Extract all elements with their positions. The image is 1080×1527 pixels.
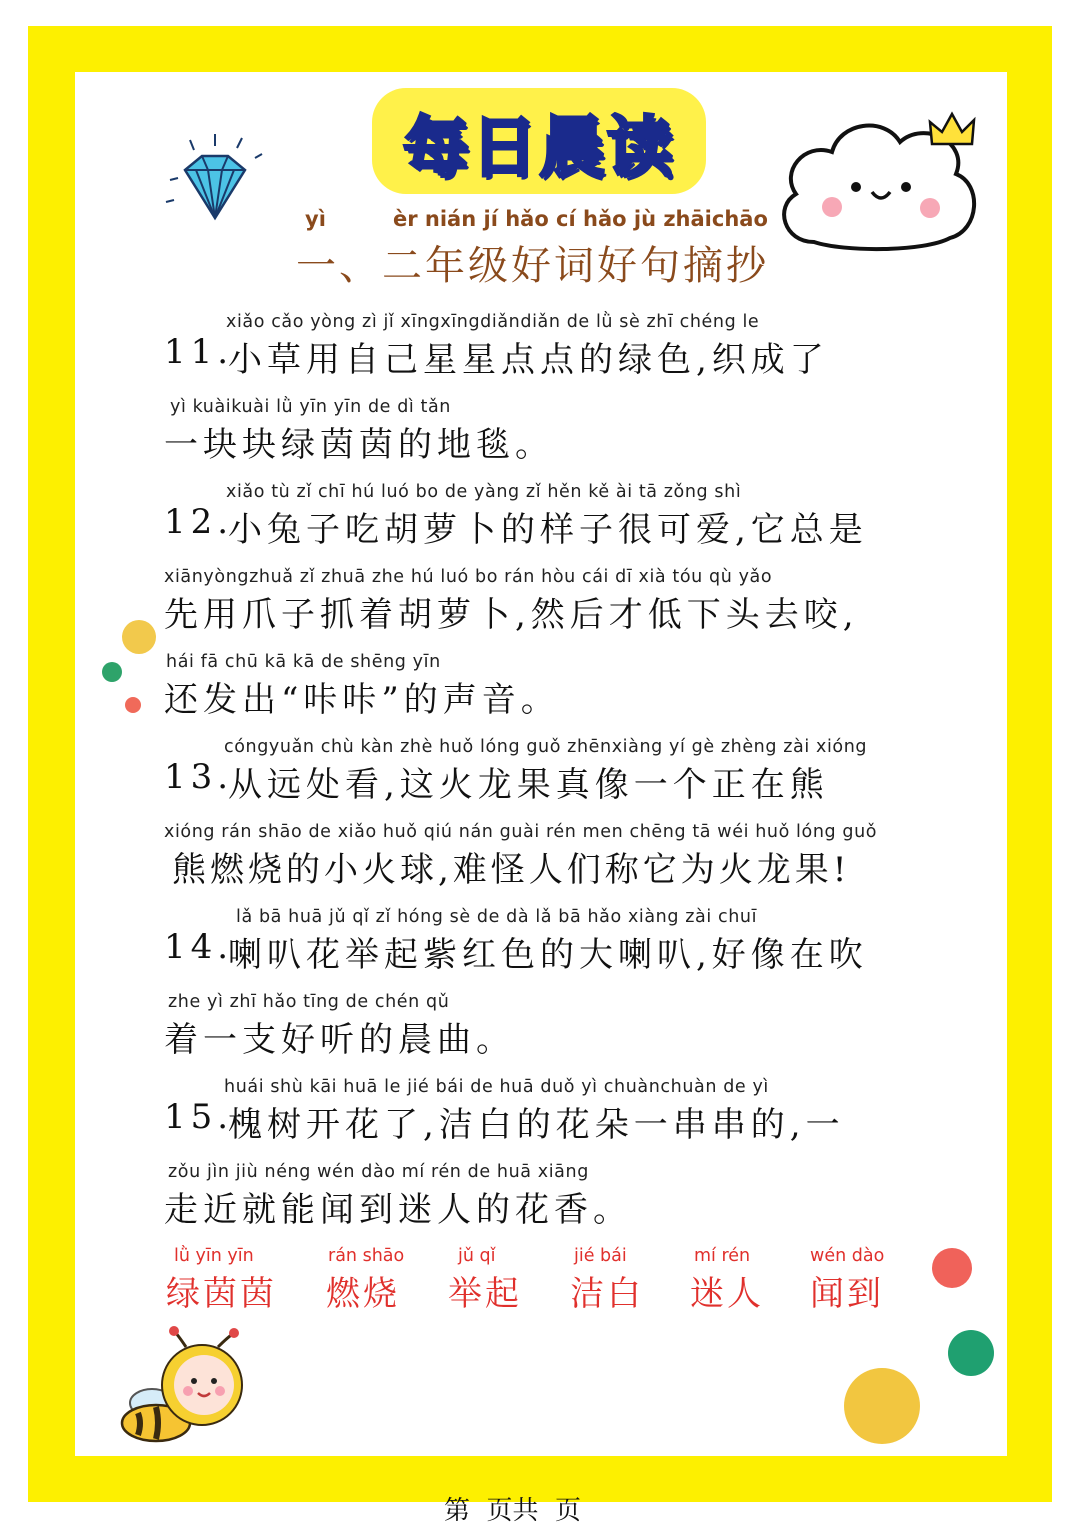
passage-number: 13.	[164, 757, 234, 797]
decor-dot	[122, 620, 156, 654]
pinyin-line: hái fā chū kā kā de shēng yīn	[166, 652, 441, 672]
title-badge	[372, 88, 706, 194]
passage-number: 15.	[164, 1097, 234, 1137]
text-line: 先用爪子抓着胡萝卜,然后才低下头去咬,	[164, 595, 859, 635]
pinyin-line: zhe yì zhī hǎo tīng de chén qǔ	[168, 992, 450, 1012]
text-line: 喇叭花举起紫红色的大喇叭,好像在吹	[228, 935, 868, 975]
text-line: 小草用自己星星点点的绿色,织成了	[228, 340, 829, 380]
text-line: 小兔子吃胡萝卜的样子很可爱,它总是	[228, 510, 868, 550]
vocab-pinyin: jié bái	[574, 1246, 627, 1266]
page-footer: 第 页共 页	[444, 1496, 582, 1526]
bee-icon	[116, 1325, 256, 1445]
vocab-word: 迷人	[690, 1274, 764, 1314]
pinyin-line: lǎ bā huā jǔ qǐ zǐ hóng sè de dà lǎ bā hǎo xiàng zài chuī	[236, 907, 758, 927]
vocab-word: 燃烧	[326, 1274, 400, 1314]
passage-number: 14.	[164, 927, 234, 967]
text-line: 槐树开花了,洁白的花朵一串串的,一	[228, 1105, 845, 1145]
vocab-pinyin: wén dào	[810, 1246, 885, 1266]
pinyin-line: xióng rán shāo de xiǎo huǒ qiú nán guài rén men chēng tā wéi huǒ lóng guǒ	[164, 822, 878, 842]
decor-dot	[948, 1330, 994, 1376]
passage-number: 11.	[164, 332, 234, 372]
pinyin-line: cóngyuǎn chù kàn zhè huǒ lóng guǒ zhēnxiàng yí gè zhèng zài xióng	[224, 737, 868, 757]
passage-number: 12.	[164, 502, 234, 542]
crown-icon	[928, 112, 978, 152]
vocab-pinyin: lǜ yīn yīn	[174, 1246, 254, 1266]
text-line: 熊燃烧的小火球,难怪人们称它为火龙果!	[172, 850, 851, 890]
vocab-word: 举起	[448, 1274, 522, 1314]
text-line: 着一支好听的晨曲。	[164, 1020, 515, 1060]
vocab-pinyin: rán shāo	[328, 1246, 405, 1266]
decor-dot	[125, 697, 141, 713]
vocab-word: 绿茵茵	[166, 1274, 277, 1314]
vocab-pinyin: mí rén	[694, 1246, 751, 1266]
vocab-word: 洁白	[570, 1274, 644, 1314]
pinyin-line: zǒu jìn jiù néng wén dào mí rén de huā xiāng	[168, 1162, 589, 1182]
pinyin-line: xiǎo tù zǐ chī hú luó bo de yàng zǐ hěn kě ài tā zǒng shì	[226, 482, 742, 502]
page-title: 一、二年级好词好句摘抄	[296, 243, 769, 289]
title-pinyin-2: èr nián jí hǎo cí hǎo jù zhāichāo	[393, 207, 768, 231]
vocab-pinyin: jǔ qǐ	[458, 1246, 496, 1266]
badge-text: 每日晨读	[403, 108, 675, 186]
pinyin-line: huái shù kāi huā le jié bái de huā duǒ yì chuànchuàn de yì	[224, 1077, 769, 1097]
diamond-icon	[160, 130, 270, 230]
text-line: 从远处看,这火龙果真像一个正在熊	[228, 765, 829, 805]
text-line: 走近就能闻到迷人的花香。	[164, 1190, 632, 1230]
decor-dot	[844, 1368, 920, 1444]
text-line: 一块块绿茵茵的地毯。	[164, 425, 554, 465]
text-line: 还发出“咔咔”的声音。	[164, 680, 560, 720]
pinyin-line: xiānyòngzhuǎ zǐ zhuā zhe hú luó bo rán hòu cái dī xià tóu qù yǎo	[164, 567, 773, 587]
decor-dot	[102, 662, 122, 682]
title-pinyin-1: yì	[305, 207, 326, 231]
decor-dot	[932, 1248, 972, 1288]
pinyin-line: xiǎo cǎo yòng zì jǐ xīngxīngdiǎndiǎn de lǜ sè zhī chéng le	[226, 312, 760, 332]
vocab-word: 闻到	[810, 1274, 884, 1314]
pinyin-line: yì kuàikuài lǜ yīn yīn de dì tǎn	[170, 397, 451, 417]
